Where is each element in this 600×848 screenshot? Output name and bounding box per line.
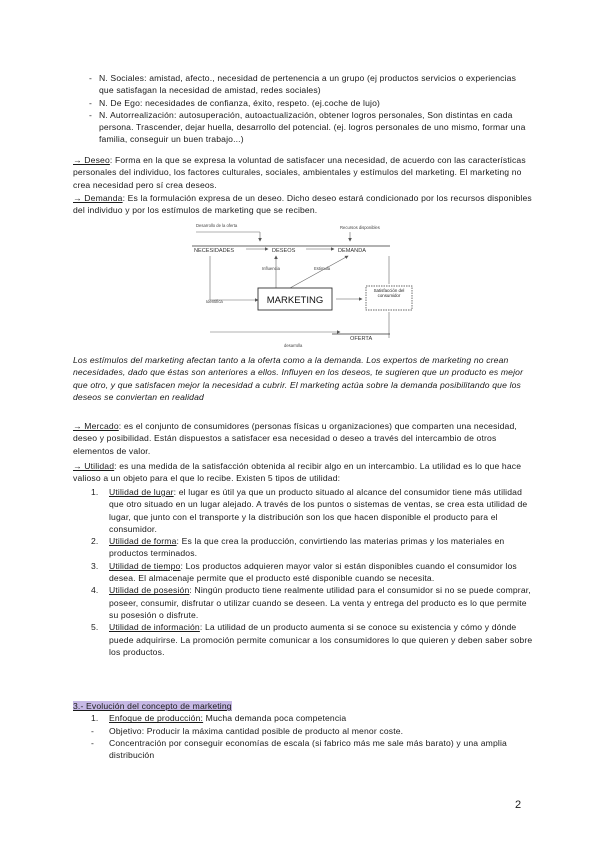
needs-bullet-list (73, 72, 533, 146)
utilidad-term: → Utilidad (73, 461, 115, 471)
list-item: - Concentración por conseguir economías de escala (si fabrico más me sale más barato) y una amplia distribución (91, 737, 507, 761)
diagram-node-needs: NECESIDADES (194, 248, 235, 254)
deseo-definition: → Deseo: Forma en la que se expresa la voluntad de satisfacer una necesidad, de acuerdo con las características personales del individuo, los factores culturales, sociales, ambientales y estímulos del marketing. El marketing no crea necesidad pero sí crea deseos. (73, 155, 526, 190)
list-item: - N. De Ego: necesidades de confianza, éxito, respeto. (ej.coche de lujo) (89, 97, 381, 108)
list-item: 1. Enfoque de producción: Mucha demanda poca competencia (91, 713, 347, 724)
diagram-node-desires: DESEOS (272, 248, 296, 254)
diagram-node-marketing: MARKETING (266, 295, 324, 306)
mercado-definition: → Mercado: es el conjunto de consumidores (personas físicas u organizaciones) que comparten una necesidad, deseo y posibilidad. Están dispuestos a satisfacer esa necesidad o deseo a través del intercambio de otros elementos de valor. (73, 421, 517, 456)
diagram-top-right-label: Recursos disponibles (340, 225, 380, 230)
diagram-edge-influencia: Influencia (262, 266, 280, 271)
diagram-arrow-estimula (290, 256, 348, 288)
diagram-edge-estimula: Estimula (314, 266, 331, 271)
list-item: - Objetivo: Producir la máxima cantidad posible de producto al menor coste. (91, 725, 404, 736)
demanda-definition: → Demanda: Es la formulación expresa de un deseo. Dicho deseo estará condicionado por los recursos disponibles del individuo y por los estímulos de marketing que se reciben. (73, 193, 532, 216)
utilidad-types-list (73, 486, 533, 658)
diagram-node-offer: OFERTA (350, 336, 373, 342)
diagram-node-satisfaction: Satisfacción del consumidor (373, 288, 405, 299)
list-item: - N. Sociales: amistad, afecto., necesidad de pertenencia a un grupo (ej productos servicios o experiencias que satisfagan la necesidad de amistad, redes sociales) (89, 73, 517, 96)
section-heading: 3.- Evolución del concepto de marketing (73, 701, 232, 711)
diagram-top-left-label: Desarrollo de la oferta (196, 223, 238, 228)
page-number: 2 (515, 799, 522, 811)
italic-paragraph: Los estímulos del marketing afectan tanto a la oferta como a la demanda. Los expertos de marketing no crean necesidades, dado que éstas son anteriores a ellos. Influyen en los deseos, te sugieren que un producto es mejor que otro, y que satisfacen mejor la necesidad a cubrir. El marketing actúa sobre la demanda posibilitando que los deseos se conviertan en realidad (73, 355, 524, 402)
diagram-edge-left: Identifica (206, 299, 223, 304)
marketing-diagram (190, 220, 420, 348)
list-item: 4. Utilidad de posesión: Ningún producto tiene realmente utilidad para el consumidor si no se puede comprar, poseer, consumir, disfrutar o utilizar cuando se deseen. La venta y entrega del producto es lo que permite su posesión o disfrute. (91, 585, 531, 620)
demanda-term: → Demanda (73, 193, 123, 203)
section-3 (73, 700, 533, 761)
list-item: 1. Utilidad de lugar: el lugar es útil ya que un producto situado al alcance del consumidor tiene más utilidad que otro situado en un lugar alejado. A través de los puntos o sistemas de ventas, se crea esta utilidad de lugar, que junto con el transporte y la distribución son los que hacen disponible el producto para el consumidor. (91, 487, 528, 534)
deseo-term: → Deseo (73, 155, 110, 165)
diagram-edge-bottom: desarrolla (284, 343, 303, 348)
list-item: 5. Utilidad de información: La utilidad de un producto aumenta si se conoce su existencia y cómo y dónde puede adquirirse. La promoción permite comunicar a los consumidores lo que quieren y deben saber sobre los productos. (91, 622, 533, 657)
list-item: 3. Utilidad de tiempo: Los productos adquieren mayor valor si están disponibles cuando el consumidor los desea. El almacenaje permite que el producto esté disponible cuando se necesita. (91, 560, 517, 584)
utilidad-definition: → Utilidad: es una medida de la satisfacción obtenida al recibir algo en un intercambio. La utilidad es lo que hace valioso a un objeto para el que lo recibe. Existen 5 tipos de utilidad: (73, 461, 522, 484)
diagram-node-demand: DEMANDA (338, 248, 366, 254)
mercado-term: → Mercado (73, 421, 119, 431)
list-item: 2. Utilidad de forma: Es la que crea la producción, convirtiendo las materias primas y los materiales en productos terminados. (91, 536, 505, 559)
list-item: - N. Autorrealización: autosuperación, autoactualización, obtener logros personales, Son distintas en cada persona. Trascender, dejar huella, desarrollo del potencial. (ej. logros personales de uno mismo, formar una familia, conseguir un buen trabajo...) (89, 109, 526, 145)
